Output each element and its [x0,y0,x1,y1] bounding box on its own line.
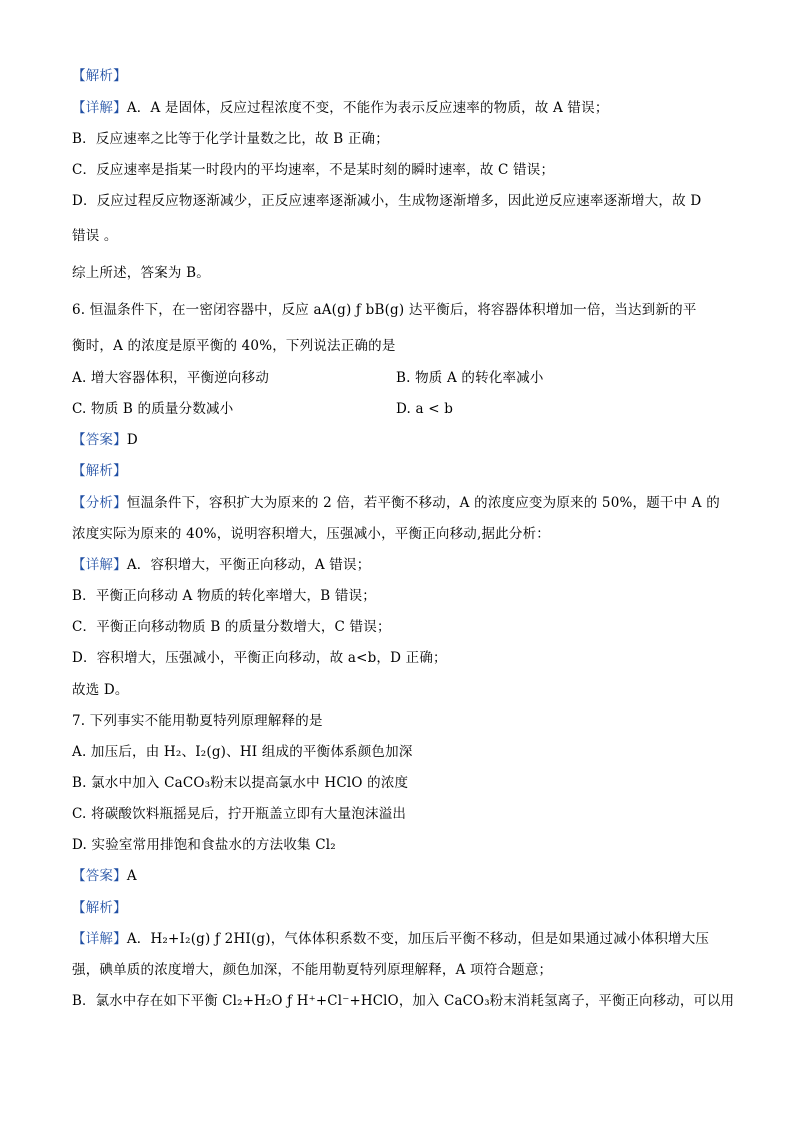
q6-analysis-line-2: 浓度实际为原来的 40%，说明容积增大，压强减小，平衡正向移动,据此分析： [72,526,550,542]
q6-conclusion: 故选 D。 [72,682,129,698]
q5-detail-line-1 [72,98,609,118]
q6-analysis-heading: 【解析】 [72,463,127,479]
q6-stem-line-2: 衡时，A 的浓度是原平衡的 40%，下列说法正确的是 [72,338,396,354]
q7-detail-line-1a [72,929,709,949]
q7-answer-tag: 【答案】 [72,868,127,884]
q7-answer [72,866,137,886]
q6-stem-line-1: 6. 恒温条件下，在一密闭容器中，反应 aA(g) ƒ bB(g) 达平衡后，将容器体积增加一倍，当达到新的平 [72,302,697,318]
q7-answer-value: A [126,868,137,884]
q5-detail-tag: 【详解】 [72,100,127,116]
q7-analysis-heading: 【解析】 [72,900,127,916]
q6-answer-value: D [126,432,138,448]
q6-analysis-line-1 [72,493,720,513]
q6-option-a: A. 增大容器体积，平衡逆向移动 [72,370,270,386]
q6-detail-tag: 【详解】 [72,557,127,573]
q6-analysis-tag: 【分析】 [72,495,127,511]
q6-analysis-text-1: 恒温条件下，容积扩大为原来的 2 倍，若平衡不移动，A 的浓度应变为原来的 50%，题干中 A 的 [126,495,720,511]
q6-option-c: C. 物质 B 的质量分数减小 [72,401,234,417]
q6-option-d: D. a < b [396,401,454,417]
q6-option-b: B. 物质 A 的转化率减小 [396,370,544,386]
q7-detail-text-1a: A．H₂+I₂(g) ƒ 2HI(g)，气体体积系数不变，加压后平衡不移动，但是如果通过减小体积增大压 [126,931,710,947]
q5-detail-text-1: A．A 是固体，反应过程浓度不变，不能作为表示反应速率的物质，故 A 错误； [126,100,609,116]
q7-stem: 7. 下列事实不能用勒夏特列原理解释的是 [72,713,323,729]
q6-detail-line-3: C．平衡正向移动物质 B 的质量分数增大，C 错误； [72,619,391,635]
q5-detail-line-4b: 错误 。 [72,228,118,244]
q7-option-c: C. 将碳酸饮料瓶摇晃后，拧开瓶盖立即有大量泡沫溢出 [72,806,407,822]
q6-detail-text-1: A．容积增大，平衡正向移动，A 错误； [126,557,371,573]
q5-detail-line-4a: D．反应过程反应物逐渐减少，正反应速率逐渐减小，生成物逐渐增多，因此逆反应速率逐渐增大，故 D [72,193,702,209]
q6-detail-line-1 [72,555,370,575]
q7-detail-tag: 【详解】 [72,931,127,947]
q5-summary: 综上所述，答案为 B。 [72,265,210,281]
q6-options-row-2 [72,399,454,419]
q5-detail-line-2: B．反应速率之比等于化学计量数之比，故 B 正确； [72,131,389,147]
q7-option-b: B. 氯水中加入 CaCO₃粉末以提高氯水中 HClO 的浓度 [72,775,409,791]
q6-detail-line-4: D．容积增大，压强减小，平衡正向移动，故 a<b，D 正确； [72,650,447,666]
q7-option-a: A. 加压后，由 H₂、I₂(g)、HI 组成的平衡体系颜色加深 [72,744,413,760]
q7-option-d: D. 实验室常用排饱和食盐水的方法收集 Cl₂ [72,837,336,853]
q6-detail-line-2: B．平衡正向移动 A 物质的转化率增大，B 错误； [72,588,376,604]
q6-options-row-1 [72,368,544,388]
q5-analysis-heading: 【解析】 [72,68,127,84]
q5-detail-line-3: C．反应速率是指某一时段内的平均速率，不是某时刻的瞬时速率，故 C 错误； [72,162,555,178]
q7-detail-line-2a: B．氯水中存在如下平衡 Cl₂+H₂O ƒ H⁺+Cl⁻+HClO，加入 CaCO₃粉末消耗氢离子，平衡正向移动，可以用 [72,993,735,1009]
q6-answer-tag: 【答案】 [72,432,127,448]
q7-detail-line-1b: 强，碘单质的浓度增大，颜色加深，不能用勒夏特列原理解释，A 项符合题意； [72,962,553,978]
q6-answer [72,430,138,450]
